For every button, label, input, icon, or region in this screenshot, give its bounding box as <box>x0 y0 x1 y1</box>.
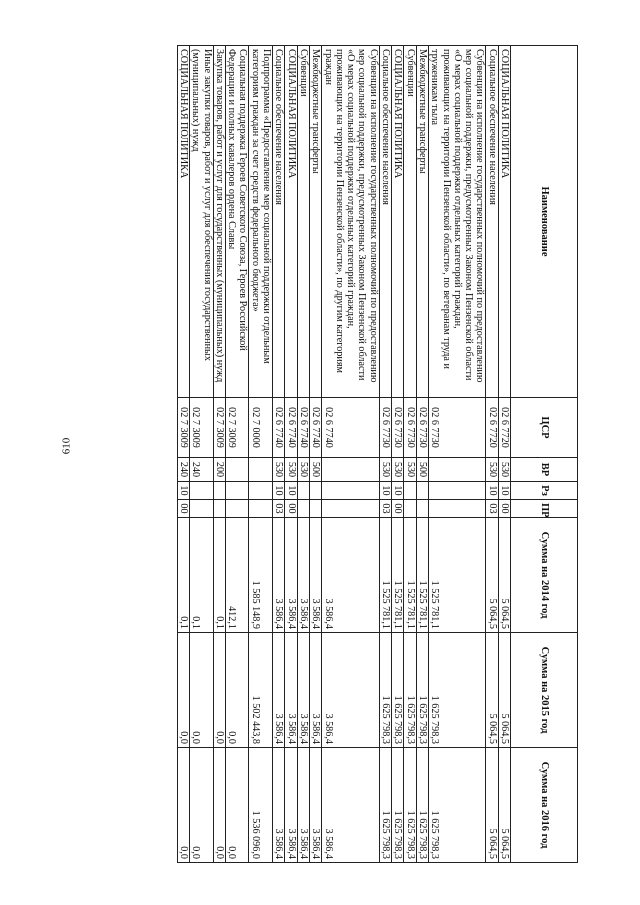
cell-y2014: 1 525 781,1 <box>416 518 428 633</box>
cell-y2015: 0,0 <box>189 633 213 748</box>
cell-y2016: 5 064,5 <box>498 748 510 863</box>
cell-y2014: 1 525 781,1 <box>379 518 391 633</box>
table-row <box>392 46 404 863</box>
cell-y2016: 3 586,4 <box>322 748 379 863</box>
cell-rz: 10 <box>379 482 391 500</box>
cell-y2014: 3 586,4 <box>285 518 297 633</box>
cell-rz <box>404 482 416 500</box>
cell-name: Социальное обеспечение населения <box>486 46 498 398</box>
cell-y2015: 1 625 798,3 <box>379 633 391 748</box>
cell-name: Субвенции <box>404 46 416 398</box>
cell-y2016: 0,0 <box>189 748 213 863</box>
cell-pr: 00 <box>392 500 404 518</box>
cell-rz: 10 <box>285 482 297 500</box>
cell-name: СОЦИАЛЬНАЯ ПОЛИТИКА <box>285 46 297 398</box>
cell-csr: 02 6 7720 <box>498 398 510 458</box>
cell-y2014: 5 064,5 <box>486 518 498 633</box>
cell-vr: 500 <box>309 458 321 482</box>
cell-name: Субвенции на исполнение государственных полномочий по предоставлению мер социальной поддержки, предусмотренных Законом Пензенской области «О мерах социальной поддержки отдельных категорий граждан, проживающих на территории Пензенской области», по ветеранам труда и труженикам тыла <box>428 46 485 398</box>
cell-name: Субвенции на исполнение государственных полномочий по предоставлению мер социальной поддержки, предусмотренных Законом Пензенской области «О мерах социальной поддержки отдельных категорий граждан, проживающих на территории Пензенской области», по другим категориям граждан <box>322 46 379 398</box>
cell-pr <box>213 500 225 518</box>
cell-y2015: 3 586,4 <box>322 633 379 748</box>
table-row <box>404 46 416 863</box>
cell-vr <box>249 458 273 482</box>
cell-pr: 00 <box>285 500 297 518</box>
cell-y2014: 1 525 781,1 <box>404 518 416 633</box>
header-csr: ЦСР <box>511 398 578 458</box>
cell-y2016: 1 625 798,3 <box>404 748 416 863</box>
cell-rz: 10 <box>498 482 510 500</box>
header-2016: Сумма на 2016 год <box>511 748 578 863</box>
budget-table <box>177 45 578 863</box>
cell-vr: 530 <box>498 458 510 482</box>
cell-vr: 530 <box>392 458 404 482</box>
cell-pr: 03 <box>486 500 498 518</box>
table-row <box>273 46 285 863</box>
cell-name: Межбюджетные трансферты <box>416 46 428 398</box>
cell-pr <box>189 500 213 518</box>
cell-csr: 02 6 7740 <box>273 398 285 458</box>
cell-vr: 530 <box>404 458 416 482</box>
cell-csr: 02 6 7740 <box>309 398 321 458</box>
cell-csr: 02 6 7730 <box>428 398 485 458</box>
cell-y2016: 1 625 798,3 <box>416 748 428 863</box>
cell-y2014: 0,1 <box>213 518 225 633</box>
cell-y2015: 1 625 798,3 <box>428 633 485 748</box>
cell-name: Субвенции <box>297 46 309 398</box>
cell-y2016: 1 625 798,3 <box>379 748 391 863</box>
cell-y2014: 0,1 <box>189 518 213 633</box>
cell-y2015: 3 586,4 <box>309 633 321 748</box>
cell-name: СОЦИАЛЬНАЯ ПОЛИТИКА <box>498 46 510 398</box>
table-body <box>177 46 510 863</box>
cell-y2015: 5 064,5 <box>498 633 510 748</box>
cell-pr: 03 <box>379 500 391 518</box>
cell-rz <box>416 482 428 500</box>
cell-vr: 240 <box>189 458 213 482</box>
table-row <box>322 46 379 863</box>
cell-y2016: 3 586,4 <box>297 748 309 863</box>
table-row <box>486 46 498 863</box>
cell-vr <box>322 458 379 482</box>
cell-rz: 10 <box>273 482 285 500</box>
cell-rz <box>428 482 485 500</box>
table-row <box>177 46 189 863</box>
table-row <box>428 46 485 863</box>
cell-vr: 530 <box>273 458 285 482</box>
cell-y2016: 0,0 <box>177 748 189 863</box>
cell-csr: 02 6 7730 <box>416 398 428 458</box>
page-number: 610 <box>60 437 73 455</box>
table-row <box>498 46 510 863</box>
header-2014: Сумма на 2014 год <box>511 518 578 633</box>
cell-csr: 02 6 7720 <box>486 398 498 458</box>
cell-rz <box>309 482 321 500</box>
table-row <box>297 46 309 863</box>
cell-csr: 02 6 7730 <box>379 398 391 458</box>
cell-y2016: 3 586,4 <box>273 748 285 863</box>
cell-y2016: 1 625 798,3 <box>392 748 404 863</box>
cell-csr: 02 7 3009 <box>225 398 249 458</box>
cell-pr <box>416 500 428 518</box>
cell-name: СОЦИАЛЬНАЯ ПОЛИТИКА <box>177 46 189 398</box>
cell-vr: 530 <box>285 458 297 482</box>
budget-table-container <box>98 45 578 862</box>
cell-name: Социальная поддержка Героев Советского Союза, Героев Российской Федерации и полных кавалеров ордена Славы <box>225 46 249 398</box>
table-row <box>379 46 391 863</box>
cell-y2016: 5 064,5 <box>486 748 498 863</box>
cell-y2015: 3 586,4 <box>273 633 285 748</box>
cell-pr: 00 <box>498 500 510 518</box>
cell-y2015: 1 502 443,8 <box>249 633 273 748</box>
cell-csr: 02 7 3009 <box>213 398 225 458</box>
header-name: Наименование <box>511 46 578 398</box>
cell-y2014: 3 586,4 <box>309 518 321 633</box>
cell-y2014: 0,1 <box>177 518 189 633</box>
cell-name: Иные закупки товаров, работ и услуг для обеспечения государственных (муниципальных) нужд <box>189 46 213 398</box>
cell-name: СОЦИАЛЬНАЯ ПОЛИТИКА <box>392 46 404 398</box>
cell-y2014: 1 525 781,1 <box>428 518 485 633</box>
cell-y2015: 0,0 <box>213 633 225 748</box>
cell-rz <box>297 482 309 500</box>
cell-y2014: 1 585 148,9 <box>249 518 273 633</box>
table-row <box>309 46 321 863</box>
cell-name: Подпрограмма «Предоставление мер социальной поддержки отдельным категориям граждан за счет средств федерального бюджета» <box>249 46 273 398</box>
cell-rz <box>322 482 379 500</box>
cell-y2015: 1 625 798,3 <box>404 633 416 748</box>
table-row <box>249 46 273 863</box>
cell-csr: 02 7 3009 <box>177 398 189 458</box>
cell-y2015: 1 625 798,3 <box>416 633 428 748</box>
table-row <box>225 46 249 863</box>
cell-csr: 02 7 3009 <box>189 398 213 458</box>
cell-y2014: 3 586,4 <box>273 518 285 633</box>
cell-csr: 02 6 7740 <box>322 398 379 458</box>
cell-y2015: 3 586,4 <box>285 633 297 748</box>
cell-name: Межбюджетные трансферты <box>309 46 321 398</box>
cell-rz: 10 <box>392 482 404 500</box>
table-row <box>416 46 428 863</box>
cell-vr: 530 <box>486 458 498 482</box>
cell-vr <box>225 458 249 482</box>
cell-csr: 02 6 7740 <box>297 398 309 458</box>
table-header <box>511 46 578 863</box>
cell-y2014: 3 586,4 <box>322 518 379 633</box>
cell-vr: 530 <box>379 458 391 482</box>
cell-pr <box>404 500 416 518</box>
cell-y2014: 412,1 <box>225 518 249 633</box>
cell-y2016: 1 536 096,0 <box>249 748 273 863</box>
cell-pr <box>249 500 273 518</box>
cell-rz <box>249 482 273 500</box>
cell-y2016: 0,0 <box>213 748 225 863</box>
cell-pr <box>225 500 249 518</box>
cell-y2015: 0,0 <box>225 633 249 748</box>
cell-y2016: 3 586,4 <box>285 748 297 863</box>
header-vr: ВР <box>511 458 578 482</box>
cell-rz: 10 <box>177 482 189 500</box>
cell-vr: 200 <box>213 458 225 482</box>
cell-pr <box>309 500 321 518</box>
cell-name: Закупка товаров, работ и услуг для государственных (муниципальных) нужд <box>213 46 225 398</box>
cell-name: Социальное обеспечение населения <box>273 46 285 398</box>
cell-y2016: 1 625 798,3 <box>428 748 485 863</box>
cell-y2014: 3 586,4 <box>297 518 309 633</box>
cell-rz <box>213 482 225 500</box>
cell-vr: 500 <box>416 458 428 482</box>
cell-pr <box>428 500 485 518</box>
header-pr: ПР <box>511 500 578 518</box>
cell-pr <box>322 500 379 518</box>
table-row <box>189 46 213 863</box>
header-rz: Рз <box>511 482 578 500</box>
cell-y2016: 0,0 <box>225 748 249 863</box>
cell-y2015: 5 064,5 <box>486 633 498 748</box>
cell-csr: 02 6 7730 <box>392 398 404 458</box>
cell-y2014: 5 064,5 <box>498 518 510 633</box>
cell-y2015: 0,0 <box>177 633 189 748</box>
cell-rz <box>225 482 249 500</box>
cell-name: Социальное обеспечение населения <box>379 46 391 398</box>
cell-pr: 00 <box>177 500 189 518</box>
cell-csr: 02 6 7740 <box>285 398 297 458</box>
cell-rz: 10 <box>486 482 498 500</box>
table-row <box>213 46 225 863</box>
cell-pr <box>297 500 309 518</box>
cell-y2015: 3 586,4 <box>297 633 309 748</box>
cell-y2016: 3 586,4 <box>309 748 321 863</box>
cell-pr: 03 <box>273 500 285 518</box>
cell-y2015: 1 625 798,3 <box>392 633 404 748</box>
cell-vr <box>428 458 485 482</box>
cell-y2014: 1 525 781,1 <box>392 518 404 633</box>
cell-csr: 02 7 0000 <box>249 398 273 458</box>
header-2015: Сумма на 2015 год <box>511 633 578 748</box>
cell-vr: 530 <box>297 458 309 482</box>
cell-rz <box>189 482 213 500</box>
cell-csr: 02 6 7730 <box>404 398 416 458</box>
table-row <box>285 46 297 863</box>
cell-vr: 240 <box>177 458 189 482</box>
